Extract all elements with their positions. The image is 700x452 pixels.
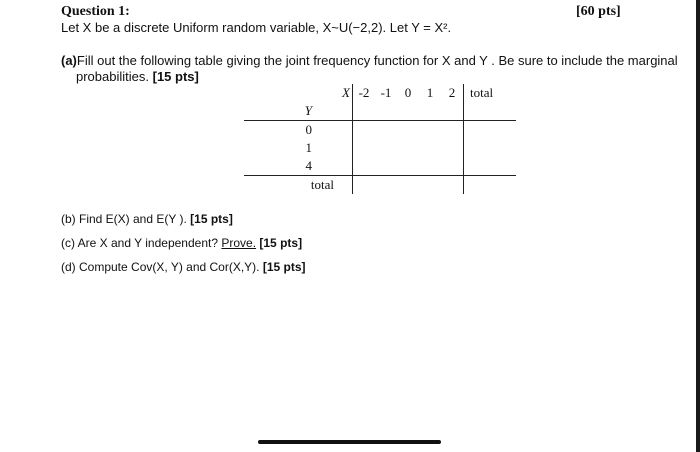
question-title: Question 1: — [61, 4, 130, 19]
marginal-cell — [464, 157, 517, 176]
part-a-points: [15 pts] — [152, 69, 199, 84]
y-value-cell: 4 — [305, 158, 312, 173]
part-c-points: [15 pts] — [259, 236, 303, 250]
right-edge-strip — [696, 0, 700, 452]
y-header: Y — [304, 103, 312, 118]
x-value-cell: -1 — [380, 85, 392, 100]
question-intro: Let X be a discrete Uniform random variable, X~U(−2,2). Let Y = X². — [61, 20, 452, 35]
marginal-cell — [464, 176, 517, 195]
total-column-header: total — [464, 84, 517, 102]
table-row — [244, 157, 516, 176]
part-a-text: Fill out the following table giving the joint frequency function for X and Y . Be sure to include the marginal — [76, 53, 678, 68]
question-points: [60 pts] — [576, 4, 621, 19]
part-d-text: (d) Compute Cov(X, Y) and Cor(X,Y). — [61, 260, 260, 274]
home-indicator-bar[interactable] — [258, 440, 441, 444]
part-b-text: (b) Find E(X) and E(Y ). — [61, 212, 187, 226]
table-header-row — [244, 84, 516, 102]
part-d — [61, 260, 306, 274]
part-a-line-2 — [76, 69, 199, 84]
x-value-cell: 0 — [404, 85, 412, 100]
marginal-cell — [464, 139, 517, 157]
total-row-label: total — [244, 176, 353, 195]
y-value-cell: 1 — [305, 140, 312, 155]
joint-cells — [353, 121, 464, 140]
part-d-points: [15 pts] — [262, 260, 306, 274]
x-header: X — [342, 85, 350, 100]
part-c — [61, 236, 302, 250]
joint-cells — [353, 157, 464, 176]
joint-cells — [353, 139, 464, 157]
x-value-cell: -2 — [353, 84, 376, 102]
joint-cells — [353, 176, 464, 195]
x-value-cell: 2 — [448, 85, 456, 100]
y-value-cell: 0 — [244, 121, 353, 140]
marginal-cell — [464, 121, 517, 140]
part-a-label: (a) — [61, 53, 77, 68]
part-b-points: [15 pts] — [190, 212, 233, 226]
part-a-line-1 — [61, 53, 678, 68]
y-header-row — [244, 102, 516, 121]
joint-frequency-table — [244, 84, 516, 194]
table-row — [244, 139, 516, 157]
total-row — [244, 176, 516, 195]
part-c-text: (c) Are X and Y independent? — [61, 236, 219, 250]
part-b — [61, 212, 233, 226]
prove-link: Prove. — [221, 236, 257, 250]
x-value-cell: 1 — [426, 85, 434, 100]
part-a-text-2: probabilities. — [76, 69, 149, 84]
table-row — [244, 121, 516, 140]
